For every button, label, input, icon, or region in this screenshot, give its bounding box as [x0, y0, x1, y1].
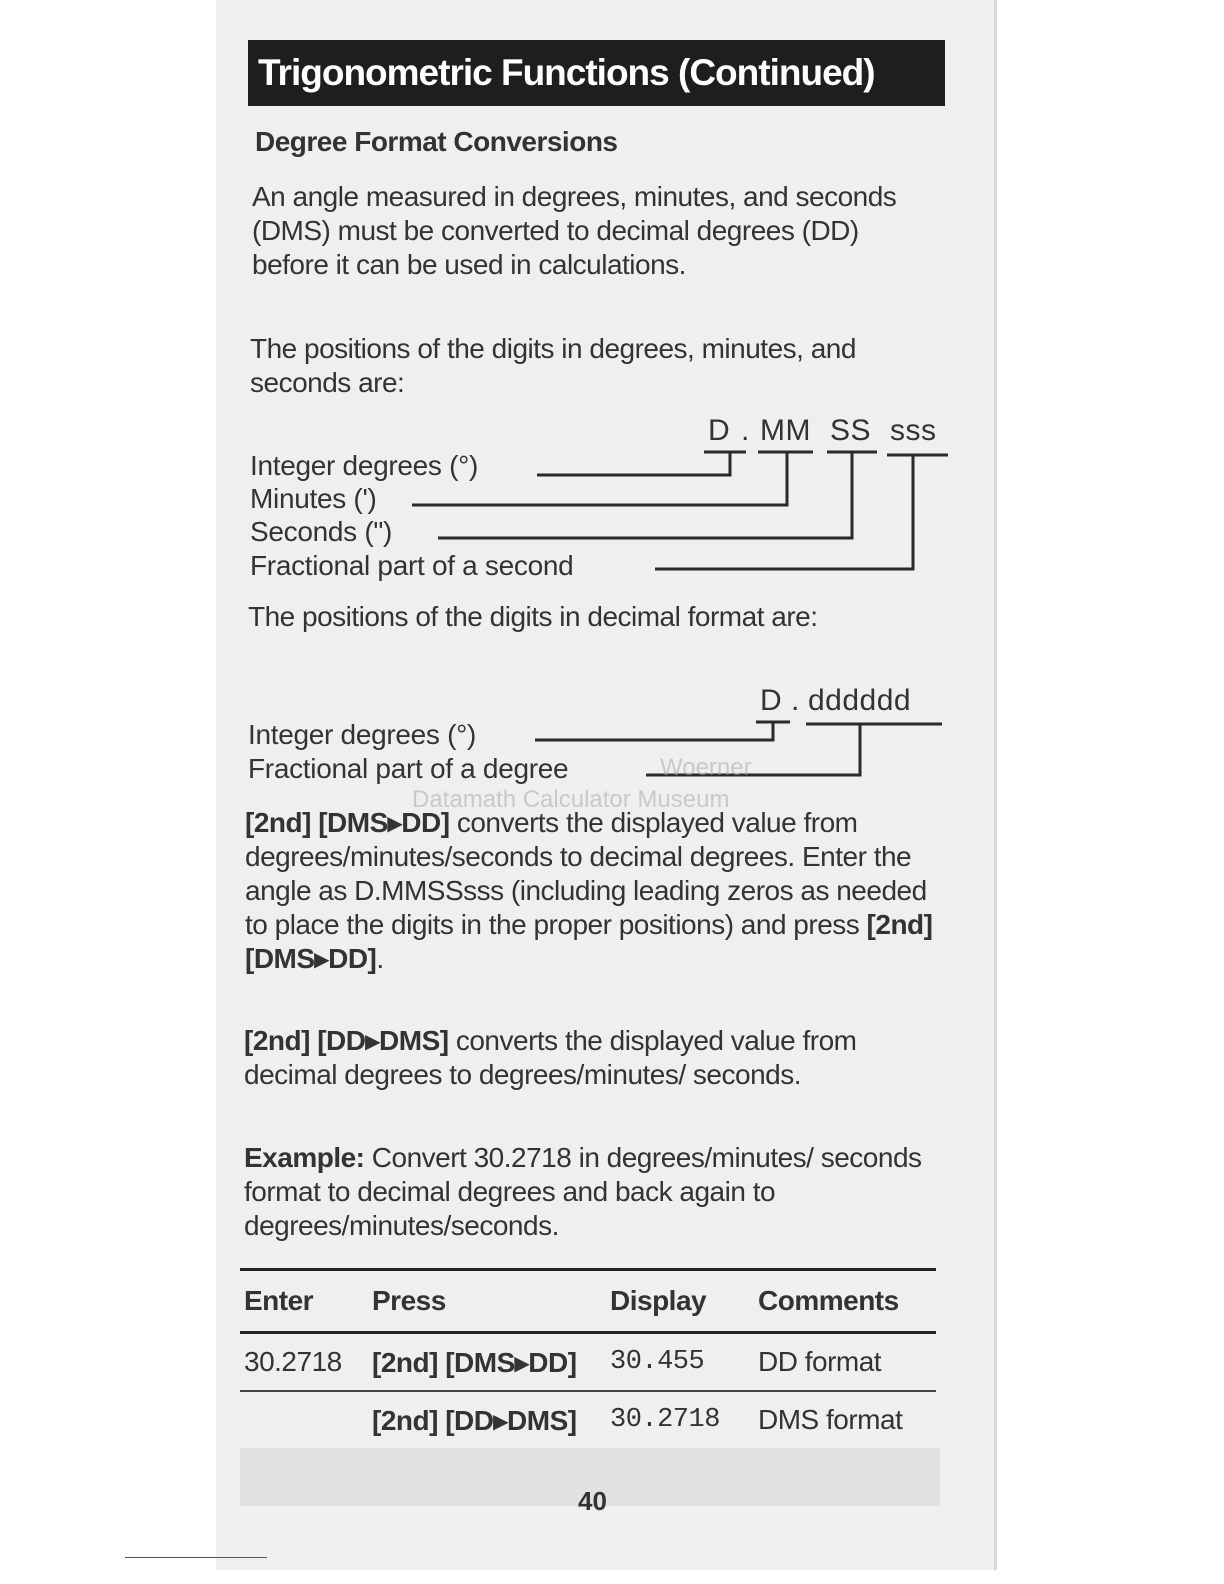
- dms-label-integer-degrees: Integer degrees (°): [250, 450, 479, 481]
- dms-dot: .: [741, 414, 750, 447]
- col-display: Display: [606, 1270, 754, 1333]
- watermark-museum: Datamath Calculator Museum: [412, 786, 730, 813]
- intro-paragraph: An angle measured in degrees, minutes, and seconds (DMS) must be converted to decimal degrees (DD) before it can be used in calculations.: [252, 181, 897, 280]
- col-comments: Comments: [754, 1270, 936, 1333]
- keystroke-table: [240, 1268, 936, 1451]
- dms-digit-mm: MM: [760, 414, 811, 447]
- dms-label-seconds: Seconds ("): [250, 516, 393, 547]
- cell-enter: [240, 1391, 368, 1450]
- example-text: Convert 30.2718 in degrees/minutes/ seconds format to decimal degrees and back again to degrees/minutes/seconds.: [244, 1142, 922, 1241]
- dms-digit-d: D: [708, 414, 731, 447]
- dms-label-minutes: Minutes ('): [250, 483, 377, 514]
- dd-dot: .: [791, 684, 800, 717]
- cell-display: 30.455: [606, 1333, 754, 1392]
- col-enter: Enter: [240, 1270, 368, 1333]
- col-press: Press: [368, 1270, 606, 1333]
- page-edge: [994, 0, 997, 1570]
- key-2nd-dd-dms: [2nd] [DD▸DMS]: [244, 1025, 449, 1056]
- key-2nd-dms-dd-end: [2nd] [DMS▸DD]: [245, 909, 933, 974]
- decimal-positions-intro: The positions of the digits in decimal format are:: [248, 601, 818, 632]
- table-header-row: [240, 1270, 936, 1333]
- example-label: Example:: [244, 1142, 365, 1173]
- dd-to-dms-text: converts the displayed value from decimal degrees to degrees/minutes/ seconds.: [244, 1025, 857, 1090]
- dms-to-dd-paragraph: [245, 806, 945, 976]
- cell-press: [2nd] [DMS▸DD]: [368, 1333, 606, 1392]
- dd-digit-d: D: [760, 684, 783, 717]
- watermark-woerner: Woerner: [660, 754, 752, 781]
- cell-display: 30.2718: [606, 1391, 754, 1450]
- dd-label-fraction-degree: Fractional part of a degree: [248, 753, 569, 784]
- dd-digits-fraction: dddddd: [808, 684, 912, 717]
- cell-comments: DMS format: [754, 1391, 936, 1450]
- dd-label-integer-degrees: Integer degrees (°): [248, 719, 477, 750]
- dd-to-dms-paragraph: [244, 1024, 924, 1092]
- cell-comments: DD format: [754, 1333, 936, 1392]
- table-row: [240, 1333, 936, 1392]
- key-2nd-dms-dd: [2nd] [DMS▸DD]: [245, 807, 450, 838]
- dms-to-dd-text: converts the displayed value from degrees/minutes/seconds to decimal degrees. Enter the angle as D.MMSSsss (including leading zeros as needed to place the digits in the proper positions) and press: [245, 807, 927, 940]
- cell-press: [2nd] [DD▸DMS]: [368, 1391, 606, 1450]
- page-number: 40: [578, 1486, 607, 1516]
- cell-enter: 30.2718: [240, 1333, 368, 1392]
- table-row: [240, 1391, 936, 1450]
- dms-digit-ss: SS: [830, 414, 872, 447]
- bottom-rule: [125, 1557, 267, 1558]
- dms-to-dd-end: .: [376, 943, 384, 974]
- dms-digit-sss: sss: [890, 414, 937, 447]
- example-paragraph: [244, 1141, 934, 1243]
- page-title: Trigonometric Functions (Continued): [248, 40, 945, 106]
- dms-positions-intro: The positions of the digits in degrees, minutes, and seconds are:: [250, 333, 856, 398]
- dms-label-fraction-second: Fractional part of a second: [250, 550, 574, 581]
- section-heading: Degree Format Conversions: [255, 126, 618, 157]
